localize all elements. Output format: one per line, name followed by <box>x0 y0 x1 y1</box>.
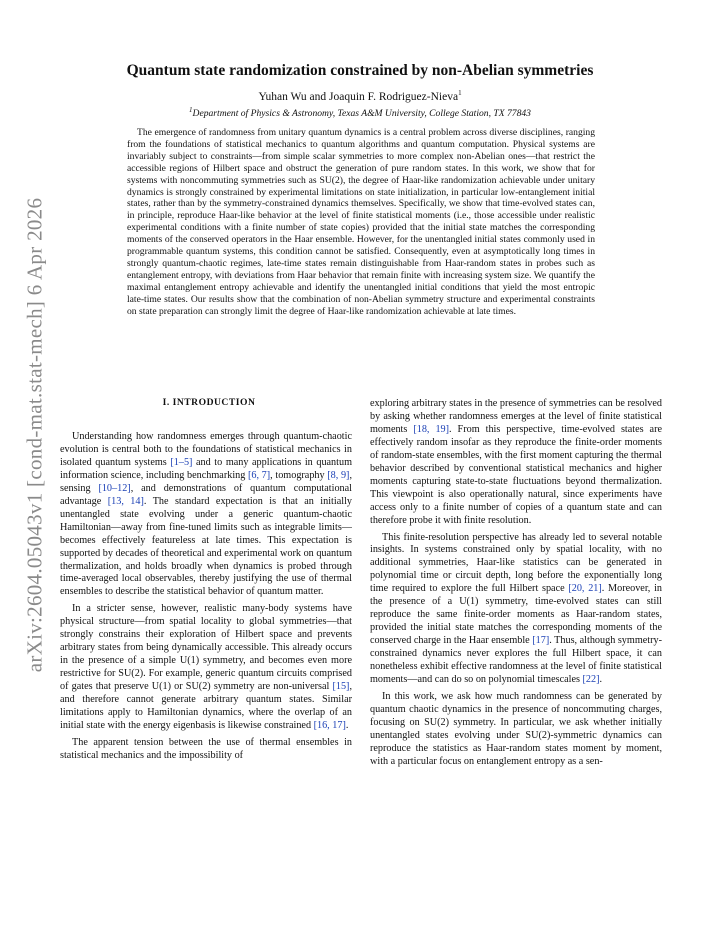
text-run: . <box>599 674 603 686</box>
citation-link[interactable]: [18, 19] <box>413 423 450 435</box>
text-run: exploring arbitrary states in the presence of symmetries can be resolved by asking whether randomness emerges at the level of finite statistical moments <box>370 398 662 435</box>
text-run: In a stricter sense, however, realistic many-body systems have physical structure—from spatial locality to global symmetries—that strongly constrains their exploration of Hilbert space and prevents arbitrary states from being dynamically accessible. This already occurs in the presence of a simple U(1) symmetry, and becomes even more restrictive for SU(2). For example, generic quantum circuits comprised of gates that preserve U(1) or SU(2) symmetry are non-universal <box>60 603 352 693</box>
affiliation <box>0 105 720 119</box>
citation-link[interactable]: [6, 7] <box>248 469 271 481</box>
text-run: . Moreover, in the presence of a U(1) symmetry, time-evolved states can still reproduce the same finite-order moments as Haar-random states, provided the initial state matches the corresponding moments of the conserved charge in the Haar ensemble <box>370 583 662 647</box>
citation-link[interactable]: [15] <box>332 681 350 693</box>
author-list <box>0 91 720 103</box>
left-column <box>60 431 352 763</box>
text-run: , and demonstrations of quantum computational advantage <box>60 482 352 507</box>
section-heading-introduction: I. INTRODUCTION <box>162 397 256 408</box>
text-run: . <box>345 719 349 731</box>
citation-link[interactable]: [8, 9] <box>327 469 350 481</box>
paper-title: Quantum state randomization constrained by non-Abelian symmetries <box>126 62 594 79</box>
paragraph <box>60 603 352 733</box>
text-run: . From this perspective, time-evolved states are effectively random insofar as they reproduce the finite-order moments of random-state ensembles, with the first moment capturing the thermal behavior described by conventional statistical mechanics and higher moments capturing state-to-state fluctuations beyond thermalization. This viewpoint is also operationally natural, since experiments have access only to a finite number of copies of a quantum state and can therefore probe it with finite resolution. <box>370 423 662 526</box>
citation-link[interactable]: [16, 17] <box>313 719 346 731</box>
citation-link[interactable]: [1–5] <box>170 456 193 468</box>
citation-link[interactable]: [20, 21] <box>568 583 602 595</box>
paragraph <box>60 431 352 599</box>
text-run: This finite-resolution perspective has already led to several notable insights. In systems constrained only by spatial locality, with no additional symmetries, Haar-like statistics can be generated in polynomial time or circuit depth, long before the exponentially long time required to explore the full Hilbert space <box>370 531 662 595</box>
text-run: , sensing <box>60 469 352 494</box>
author-affil-mark: 1 <box>458 89 462 98</box>
affil-mark: 1 <box>189 105 193 114</box>
text-run: , and therefore cannot generate arbitrary quantum states. Similar limitations apply to Hamiltonian dynamics, where the overlap of an initial state with the energy eigenbasis is likewise constrained <box>60 681 352 731</box>
text-run: . Thus, although symmetry-constrained dynamics never explores the full Hilbert space, it can nonetheless exhibit effective randomness at the level of finite statistical moments—and can do so on polynomial timescales <box>370 635 662 686</box>
citation-link[interactable]: [10–12] <box>98 482 131 494</box>
paragraph <box>370 532 662 687</box>
text-run: , tomography <box>270 469 328 481</box>
arxiv-sidebar <box>10 175 60 695</box>
right-column <box>370 398 662 769</box>
affiliation-text: Department of Physics & Astronomy, Texas A&M University, College Station, TX 77843 <box>192 108 531 119</box>
paragraph: The apparent tension between the use of thermal ensembles in statistical mechanics and the impossibility of <box>60 736 352 761</box>
text-run: Understanding how randomness emerges through quantum-chaotic evolution is central both to the foundations of statistical mechanics in isolated quantum systems <box>60 431 352 468</box>
citation-link[interactable]: [22] <box>582 674 600 686</box>
text-run: . The standard expectation is that an initially unentangled state evolving under a generic quantum-chaotic Hamiltonian—away from fine-tuned limits such as integrable limits—becomes effectively featureless at late times. This expectation is supported by decades of theoretical and experimental work on quantum thermalization, and holds broadly when dynamics is probed through time-averaged local observables, thereby justifying the use of thermal ensembles to describe the statistical behavior of quantum matter. <box>60 495 352 598</box>
citation-link[interactable]: [17] <box>532 635 550 647</box>
text-run: and to many applications in quantum information science, including benchmarking <box>60 456 352 481</box>
paragraph <box>370 398 662 528</box>
paragraph: In this work, we ask how much randomness can be generated by quantum chaotic dynamics in the presence of noncommuting charges, focusing on SU(2) symmetry. In particular, we ask whether initially unentangled states evolving under SU(2)-symmetric dynamics can reproduce the statistics as Haar-random states moment by moment, with a particular focus on entanglement entropy as a sen- <box>370 690 662 767</box>
citation-link[interactable]: [13, 14] <box>107 495 144 507</box>
author-names: Yuhan Wu and Joaquin F. Rodriguez-Nieva <box>258 91 459 103</box>
arxiv-identifier: arXiv:2604.05043v1 [cond-mat.stat-mech] 6 Apr 2026 <box>22 197 47 673</box>
abstract: The emergence of randomness from unitary quantum dynamics is a central problem across diverse disciplines, ranging from the foundations of statistical mechanics to quantum algorithms and quantum computation. Physical systems are invariably subject to constraints—from simple scalar symmetries to more complex non-Abelian ones—that restrict the accessible regions of Hilbert space and obstruct the generation of pure random states. In this work, we show that for systems with noncommuting symmetries such as SU(2), the degree of Haar-like randomization achievable under unitary dynamics is strongly constrained by experimental limitations on state initialization, in particular low-entanglement initial states, rather than by the symmetry-constrained dynamics themselves. Specifically, we show that time-evolved states can, in principle, reproduce Haar-like behavior at the level of finite statistical moments (i.e., those accessible under realistic experimental conditions with a finite number of state copies) provided that the initial state matches the corresponding moments of the conserved operators in the Haar ensemble. However, for the unentangled initial states commonly used in programmable quantum systems, this condition cannot be satisfied. Consequently, even at asymptotically long times in strongly quantum-chaotic regimes, late-time states remain distinguishable from Haar-random states in probes such as entanglement entropy, with deviations from Haar behavior that remain finite with increasing system size. We quantify the maximal entanglement entropy achievable and identify the unentangled initial conditions that yield the most entropic late-time states. Our results show that the combination of non-Abelian symmetry structure and experimental constraints on state preparation can strongly limit the degree of Haar-like randomization achievable at late times. <box>127 127 595 317</box>
